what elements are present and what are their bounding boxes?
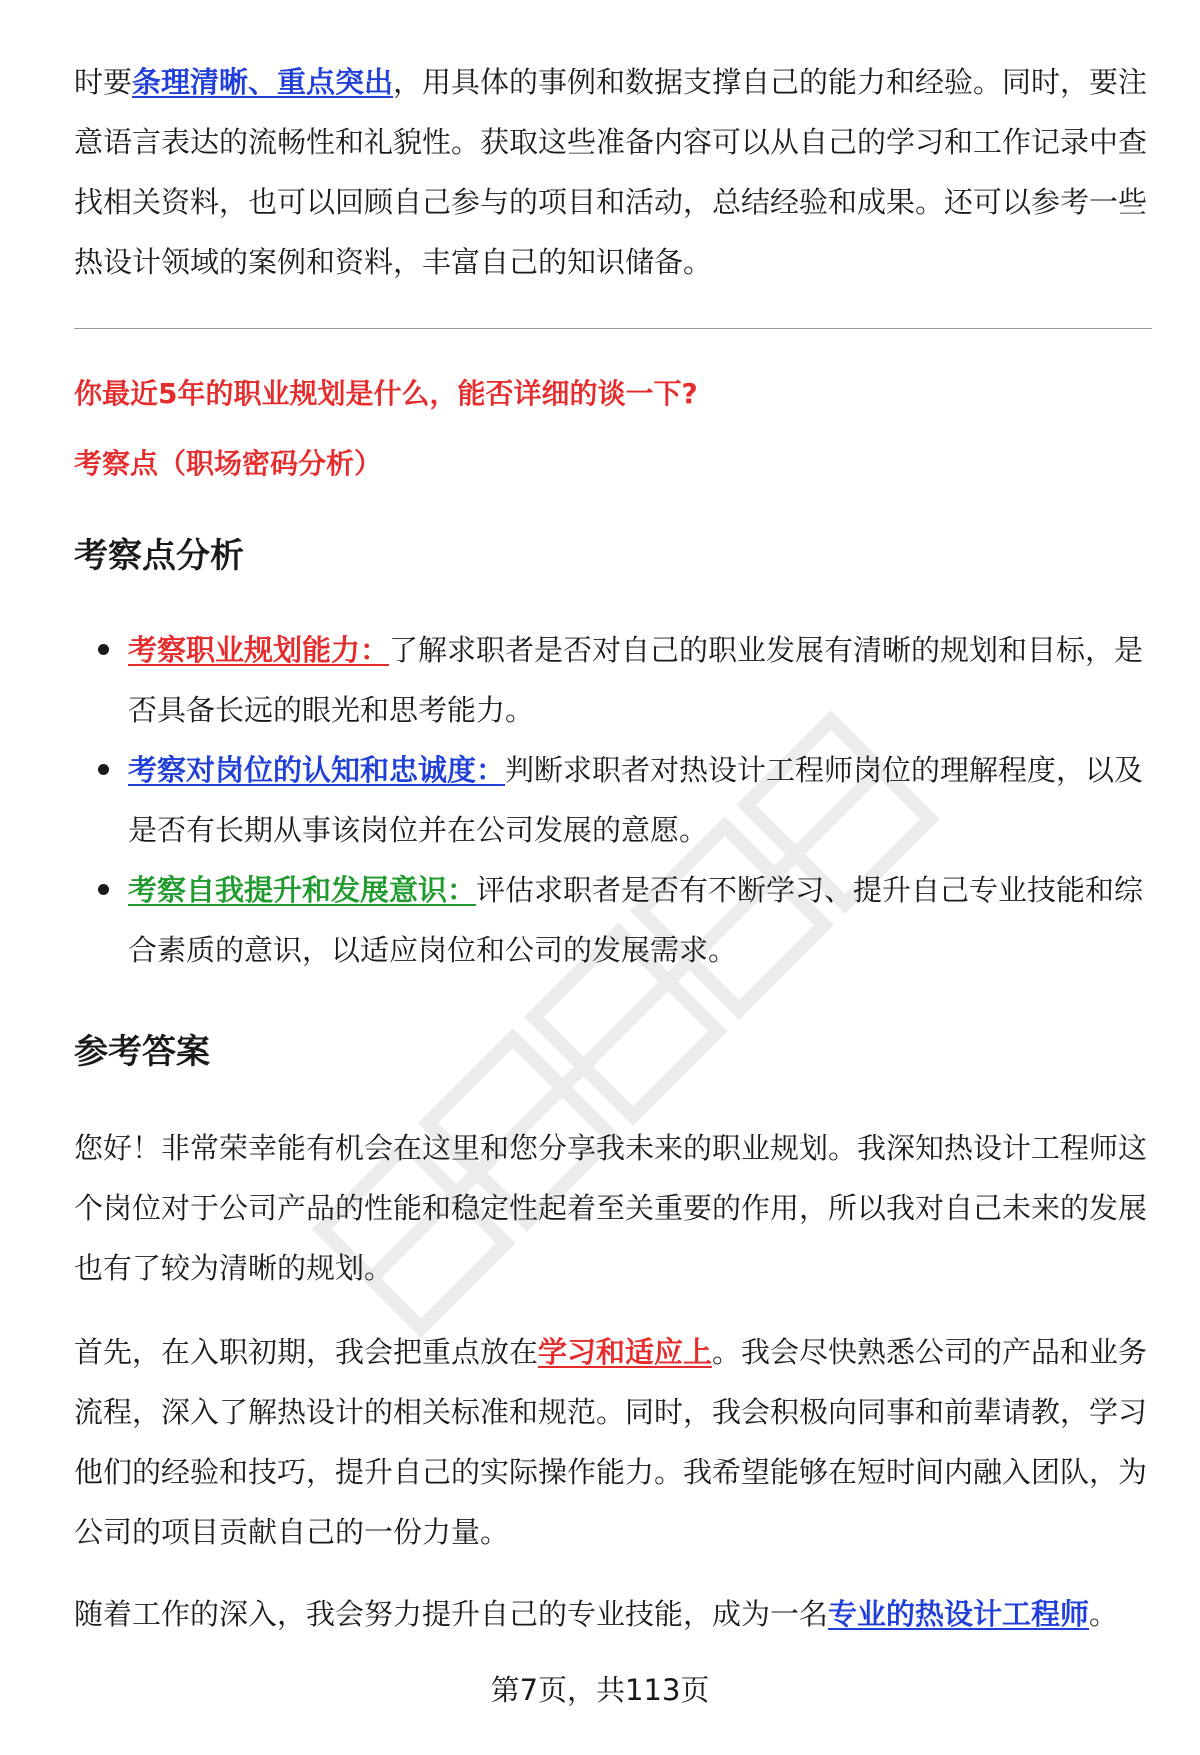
point-keyword-link[interactable]: 考察职业规划能力： <box>128 633 390 667</box>
analysis-heading: 考察点分析 <box>74 536 244 576</box>
answer-2-text-rest: 。我会尽快熟悉公司的产品和业务流程，深入了解热设计的相关标准和规范。同时，我会积极向同事和前辈请教，学习他们的经验和技巧，提升自己的实际操作能力。我希望能够在短时间内融入团队，为公司的项目贡献自己的一份力量。 <box>74 1335 1148 1549</box>
page-footer: 第7页，共113页 <box>490 1673 710 1707</box>
bullet-icon <box>98 644 109 655</box>
point-text: 了解求职者是否对自己的职业发展有清晰的规划和目标，是否具备长远的眼光和思考能力。 <box>128 633 1144 727</box>
answer-paragraph-3 <box>74 1584 1154 1644</box>
answer-2-text-start: 首先，在入职初期，我会把重点放在 <box>74 1335 539 1369</box>
answer-3-text-start: 随着工作的深入，我会努力提升自己的专业技能，成为一名 <box>74 1597 829 1631</box>
intro-text-rest: ，用具体的事例和数据支撑自己的能力和经验。同时，要注意语言表达的流畅性和礼貌性。获取这些准备内容可以从自己的学习和工作记录中查找相关资料，也可以回顾自己参与的项目和活动，总结经验和成果。还可以参考一些热设计领域的案例和资料，丰富自己的知识储备。 <box>74 65 1148 279</box>
interview-question: 你最近5年的职业规划是什么，能否详细的谈一下? <box>74 377 698 410</box>
intro-highlight-link[interactable]: 条理清晰、重点突出 <box>132 65 394 99</box>
answer-3-text-end: 。 <box>1089 1597 1119 1631</box>
answer-heading: 参考答案 <box>74 1032 210 1072</box>
point-text: 判断求职者对热设计工程师岗位的理解程度，以及是否有长期从事该岗位并在公司发展的意愿。 <box>128 753 1144 847</box>
exam-points-label: 考察点（职场密码分析） <box>74 447 383 480</box>
bullet-icon <box>98 764 109 775</box>
answer-paragraph-1: 您好！非常荣幸能有机会在这里和您分享我未来的职业规划。我深知热设计工程师这个岗位对于公司产品的性能和稳定性起着至关重要的作用，所以我对自己未来的发展也有了较为清晰的规划。 <box>74 1131 1148 1285</box>
intro-paragraph <box>74 52 1154 292</box>
list-item <box>74 620 1154 740</box>
answer-3-highlight-link[interactable]: 专业的热设计工程师 <box>828 1597 1090 1631</box>
point-keyword-link[interactable]: 考察自我提升和发展意识： <box>128 873 477 907</box>
point-keyword-link[interactable]: 考察对岗位的认知和忠诚度： <box>128 753 506 787</box>
answer-paragraph-2 <box>74 1322 1154 1562</box>
list-item <box>74 740 1154 860</box>
exam-points-list <box>74 620 1154 980</box>
bullet-icon <box>98 884 109 895</box>
answer-2-highlight-link[interactable]: 学习和适应上 <box>538 1335 713 1369</box>
intro-text-start: 时要 <box>74 65 133 99</box>
section-divider <box>74 328 1152 329</box>
point-text: 评估求职者是否有不断学习、提升自己专业技能和综合素质的意识，以适应岗位和公司的发展需求。 <box>128 873 1144 967</box>
list-item <box>74 860 1154 980</box>
